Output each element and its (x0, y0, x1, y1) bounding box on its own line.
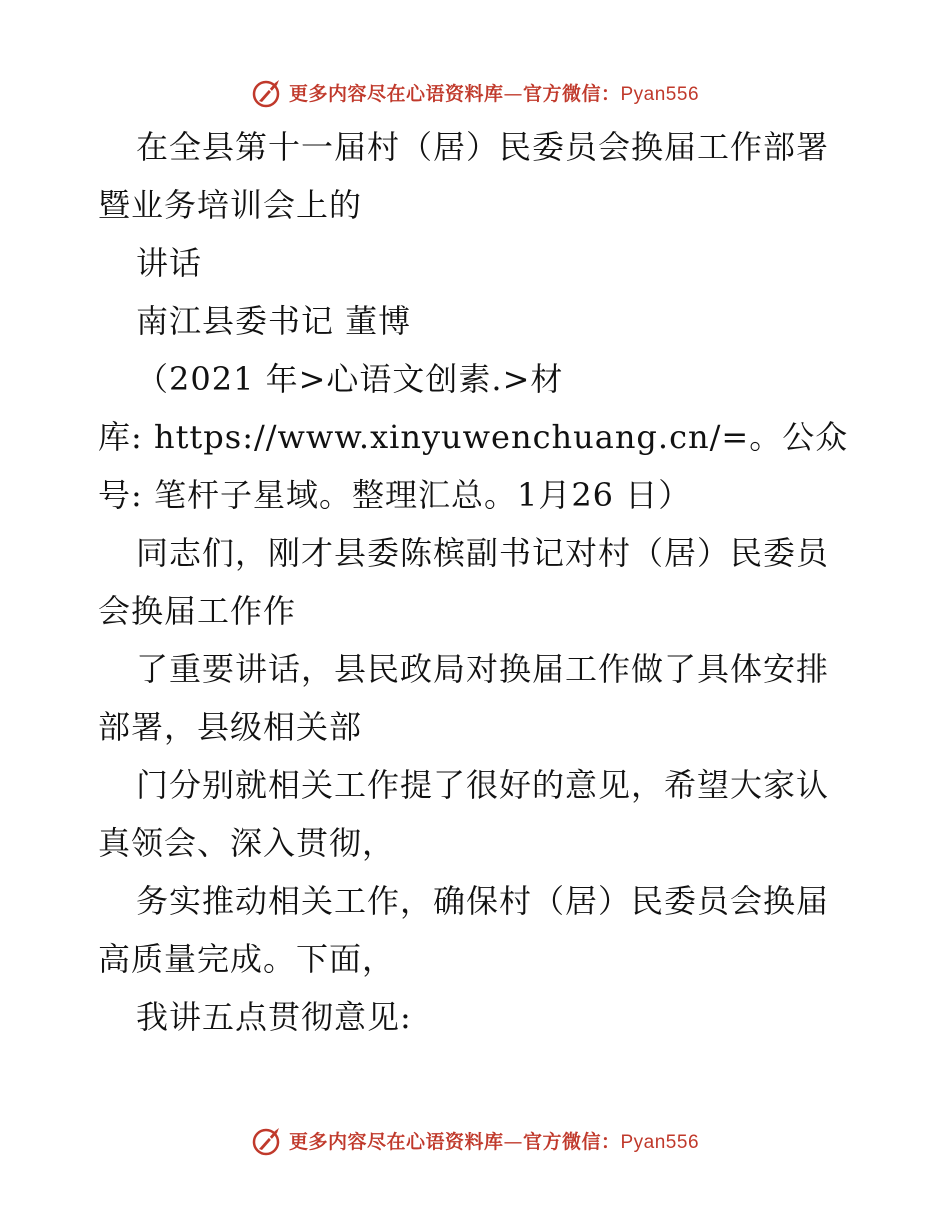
doc-date-line-3: 号: 笔杆子星域。整理汇总。1月26 日） (98, 476, 692, 514)
doc-paragraph-line: 务实推动相关工作，确保村（居）民委员会换届 (136, 882, 830, 920)
doc-author-line: 南江县委书记 董博 (136, 302, 412, 340)
doc-paragraph-line: 了重要讲话，县民政局对换届工作做了具体安排 (136, 650, 830, 688)
watermark-separator: — (503, 1130, 523, 1153)
doc-paragraph-line: 高质量完成。下面， (98, 940, 396, 978)
footer-watermark-banner (0, 1120, 950, 1160)
doc-date-line-1: （2021 年>心语文创素.>材 (136, 360, 564, 398)
doc-paragraph-line: 会换届工作作 (98, 592, 297, 630)
document-body (98, 118, 858, 1046)
doc-title-line-1: 在全县第十一届村（居）民委员会换届工作部署 (136, 128, 830, 166)
watermark-wechat-label: 官方微信： (522, 1130, 621, 1153)
doc-title-line-3: 讲话 (136, 244, 203, 282)
doc-title-line-2: 暨业务培训会上的 (98, 186, 363, 224)
watermark-text (289, 1127, 699, 1154)
doc-paragraph-line: 部署，县级相关部 (98, 708, 363, 746)
watermark-wechat-account: Pyan556 (620, 1131, 700, 1153)
doc-paragraph-line: 真领会、深入贯彻， (98, 824, 396, 862)
doc-paragraph-line: 同志们，刚才县委陈槟副书记对村（居）民委员 (136, 534, 830, 572)
doc-paragraph-line: 门分别就相关工作提了很好的意见，希望大家认 (136, 766, 830, 804)
watermark-wechat-account: Pyan556 (620, 83, 700, 105)
header-watermark-banner (0, 72, 950, 112)
watermark-text (289, 79, 699, 106)
quill-pen-circle-icon (251, 1123, 285, 1157)
watermark-wechat-label: 官方微信： (522, 82, 621, 105)
watermark-separator: — (503, 82, 523, 105)
doc-paragraph-line: 我讲五点贯彻意见: (136, 998, 412, 1036)
doc-date-line-2: 库: https://www.xinyuwenchuang.cn/=。公众 (98, 418, 849, 456)
quill-pen-circle-icon (251, 75, 285, 109)
watermark-brand: 更多内容尽在心语资料库 (288, 1130, 504, 1153)
watermark-brand: 更多内容尽在心语资料库 (288, 82, 504, 105)
